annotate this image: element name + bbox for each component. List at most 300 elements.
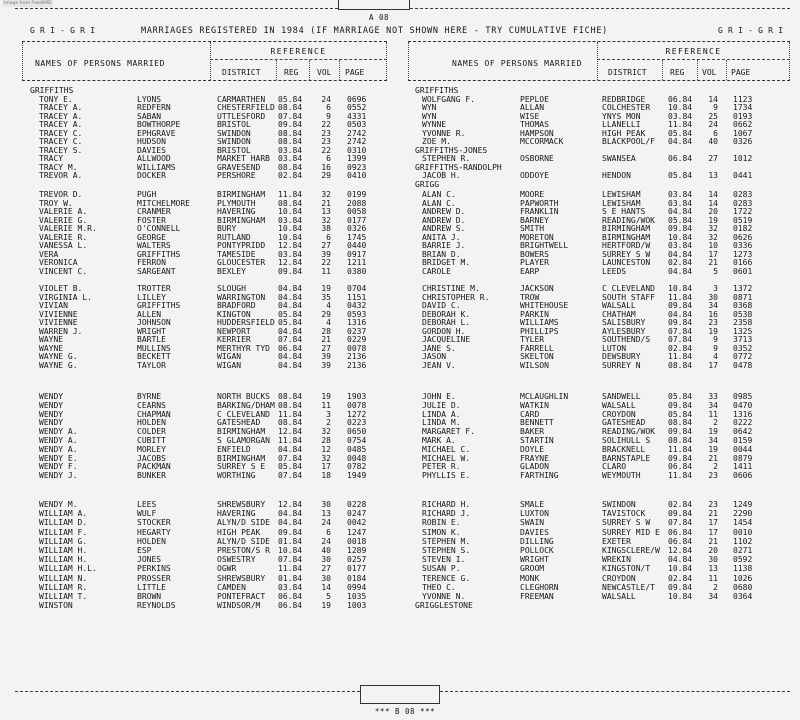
page-number: 2136 <box>347 360 367 370</box>
volume: 24 <box>321 518 331 528</box>
registration-quarter: 11.84 <box>668 352 693 362</box>
registration-quarter: 06.84 <box>668 536 693 546</box>
forename: PHYLLIS E. <box>422 471 471 481</box>
volume: 4 <box>713 352 718 362</box>
district: HENDON <box>602 171 631 180</box>
registration-quarter: 02.84 <box>668 573 693 583</box>
reg-header: REG <box>284 68 299 77</box>
district: WIGAN <box>217 360 242 370</box>
forename: TRACEY S. <box>39 145 83 155</box>
surname-heading: GRIFFITHS-RANDOLPH <box>415 162 502 172</box>
page-number: 0985 <box>733 392 753 401</box>
volume: 27 <box>321 564 331 574</box>
forename: ANDREW D. <box>422 207 466 216</box>
volume: 20 <box>708 546 718 555</box>
forename: WILLIAM F. <box>39 527 88 537</box>
page-number: 0440 <box>347 241 367 250</box>
district: BIRMINGHAM <box>217 190 266 199</box>
forename: RICHARD H. <box>422 500 471 509</box>
spouse-surname: PHILLIPS <box>520 326 559 336</box>
district: C CLEVELAND <box>217 409 270 419</box>
entry-row <box>0 546 800 555</box>
forename: WYNNE <box>422 120 447 129</box>
district: NEWPORT <box>217 326 251 336</box>
volume: 38 <box>321 224 331 233</box>
page-number: 0352 <box>733 343 753 353</box>
surname-heading-row <box>0 181 800 190</box>
spouse-surname: PLAYER <box>520 258 549 267</box>
forename: WENDY J. <box>39 471 78 481</box>
registration-quarter: 08.84 <box>278 162 303 172</box>
district: LAUNCESTON <box>602 258 651 267</box>
district: S E HANTS <box>602 207 646 216</box>
registration-quarter: 07.84 <box>278 555 303 565</box>
forename: JACOB H. <box>422 171 461 180</box>
volume: 14 <box>708 190 718 199</box>
district: KERRIER <box>217 335 251 345</box>
page-number: 1067 <box>733 128 753 138</box>
volume: 23 <box>708 500 718 509</box>
forename: WENDY <box>39 409 64 419</box>
spouse-surname: WATKIN <box>520 400 549 410</box>
page-number: 0650 <box>347 427 367 437</box>
page-number: 0078 <box>347 343 367 353</box>
forename: JASON <box>422 352 447 362</box>
page-number: 0923 <box>347 162 367 172</box>
spouse-surname: REDFERN <box>137 103 171 112</box>
spouse-surname: WRIGHT <box>137 326 166 336</box>
spouse-surname: GEORGE <box>137 232 166 242</box>
page-number: 1903 <box>347 392 367 401</box>
page-number: 0552 <box>347 103 367 112</box>
district: WARRINGTON <box>217 292 266 302</box>
district: UTTLESFORD <box>217 111 266 121</box>
forename: WENDY F. <box>39 462 78 472</box>
forename: WILLIAM D. <box>39 518 88 528</box>
district: HAVERING <box>217 207 256 216</box>
volume: 4 <box>326 318 331 328</box>
forename: ALAN C. <box>422 190 456 199</box>
registration-quarter: 03.84 <box>668 111 693 121</box>
registration-quarter: 08.84 <box>668 360 693 370</box>
registration-quarter: 04.84 <box>278 326 303 336</box>
spouse-surname: MOORE <box>520 190 545 199</box>
volume: 17 <box>321 462 331 472</box>
spouse-surname: MCLAUGHLIN <box>520 392 569 401</box>
spouse-surname: FREEMAN <box>520 592 554 601</box>
district: DEWSBURY <box>602 352 641 362</box>
district: C CLEVELAND <box>602 284 655 293</box>
page-number: 1035 <box>347 592 367 601</box>
spouse-surname: GRIFFITHS <box>137 249 181 259</box>
spouse-surname: FERRON <box>137 258 166 267</box>
spouse-surname: WHITEHOUSE <box>520 301 569 311</box>
district: CHATHAM <box>602 309 636 319</box>
district: S GLAMORGAN <box>217 436 270 445</box>
district: SOUTH STAFF <box>602 292 655 302</box>
forename: ZOE M. <box>422 137 451 146</box>
forename: VALERIE G. <box>39 215 88 225</box>
spouse-surname: LYONS <box>137 94 162 104</box>
page-number: 0470 <box>733 400 753 410</box>
spouse-surname: SARGEANT <box>137 266 176 276</box>
spouse-surname: PAPWORTH <box>520 198 559 208</box>
spouse-surname: FARRELL <box>520 343 554 353</box>
volume: 17 <box>708 249 718 259</box>
volume: 21 <box>708 536 718 546</box>
spouse-surname: LILLEY <box>137 292 166 302</box>
page-number: 1026 <box>733 573 753 583</box>
spouse-surname: JOHNSON <box>137 318 171 328</box>
page-number: 0917 <box>347 249 367 259</box>
registration-quarter: 11.84 <box>668 471 693 481</box>
forename: STEPHEN M. <box>422 536 471 546</box>
district: BARKING/DHAM <box>217 400 275 410</box>
page-number: 1273 <box>733 249 753 259</box>
names-header: NAMES OF PERSONS MARRIED <box>35 59 165 68</box>
page-number: 0519 <box>733 215 753 225</box>
registration-quarter: 05.84 <box>668 171 693 180</box>
district: CAMDEN <box>217 582 246 592</box>
page-number: 3713 <box>733 335 753 345</box>
entry-row <box>0 537 800 546</box>
entry-row <box>0 592 800 601</box>
volume: 9 <box>713 335 718 345</box>
forename: WILLIAM A. <box>39 509 88 519</box>
entry-row <box>0 509 800 518</box>
surname-heading-row <box>0 601 800 610</box>
page-number: 0010 <box>733 527 753 537</box>
district: SHREWSBURY <box>217 573 266 583</box>
page-number: 0782 <box>347 462 367 472</box>
entry-row <box>0 500 800 509</box>
registration-quarter: 08.84 <box>668 436 693 445</box>
volume: 13 <box>321 207 331 216</box>
district: LLANELLI <box>602 120 641 129</box>
volume: 22 <box>321 145 331 155</box>
spouse-surname: GRIFFITHS <box>137 301 181 311</box>
volume: 40 <box>321 546 331 555</box>
forename: JOHN E. <box>422 392 456 401</box>
surname-heading: GRIGG <box>415 179 440 189</box>
volume: 22 <box>321 120 331 129</box>
spouse-surname: BAKER <box>520 427 545 437</box>
page-number: 1211 <box>347 258 367 267</box>
page-number: 1722 <box>733 207 753 216</box>
forename: BRIDGET M. <box>422 258 471 267</box>
page-number: 0626 <box>733 232 753 242</box>
district: WALSALL <box>602 592 636 601</box>
page-number: 0336 <box>733 241 753 250</box>
page-number: 0871 <box>733 292 753 302</box>
registration-quarter: 10.84 <box>278 232 303 242</box>
registration-quarter: 10.84 <box>668 592 693 601</box>
volume: 32 <box>708 232 718 242</box>
registration-quarter: 05.84 <box>278 94 303 104</box>
page-number: 1399 <box>347 154 367 163</box>
forename: RICHARD J. <box>422 509 471 519</box>
bottom-fiche-marker <box>360 685 440 716</box>
volume: 14 <box>708 94 718 104</box>
district: SWANSEA <box>602 154 636 163</box>
volume: 30 <box>321 500 331 509</box>
page-number: 0310 <box>347 145 367 155</box>
spouse-surname: SKELTON <box>520 352 554 362</box>
surname-heading: GRIFFITHS <box>415 86 459 95</box>
forename: VALERIE M.R. <box>39 224 97 233</box>
page-number: 0772 <box>733 352 753 362</box>
page-number: 0058 <box>347 207 367 216</box>
registration-quarter: 09.84 <box>668 301 693 311</box>
district: OSWESTRY <box>217 555 256 565</box>
registration-quarter: 07.84 <box>278 335 303 345</box>
forename: VINCENT C. <box>39 266 88 276</box>
registration-quarter: 09.84 <box>668 224 693 233</box>
registration-quarter: 05.84 <box>668 128 693 138</box>
registration-quarter: 11.84 <box>278 436 303 445</box>
registration-quarter: 11.84 <box>668 292 693 302</box>
district: CARMARTHEN <box>217 94 266 104</box>
page-number: 1249 <box>733 500 753 509</box>
district: KINGSCLERE/W <box>602 546 660 555</box>
volume: 27 <box>708 154 718 163</box>
page-number: 0368 <box>733 301 753 311</box>
registration-quarter: 09.84 <box>668 509 693 519</box>
district: ENFIELD <box>217 444 251 454</box>
volume: 24 <box>321 536 331 546</box>
page-number: 0177 <box>347 564 367 574</box>
spouse-surname: WALTERS <box>137 241 171 250</box>
registration-quarter: 06.84 <box>668 527 693 537</box>
forename: ANITA J. <box>422 232 461 242</box>
district: WORTHING <box>217 471 256 481</box>
registration-quarter: 10.84 <box>668 103 693 112</box>
page-number: 1138 <box>733 564 753 574</box>
page-number: 0879 <box>733 453 753 463</box>
spouse-surname: PERKINS <box>137 564 171 574</box>
forename: MICHAEL C. <box>422 444 471 454</box>
registration-quarter: 08.84 <box>278 198 303 208</box>
district: CROYDON <box>602 573 636 583</box>
page-number: 0283 <box>733 198 753 208</box>
spouse-surname: HEGARTY <box>137 527 171 537</box>
spouse-surname: SMITH <box>520 224 545 233</box>
page-number: 4331 <box>347 111 367 121</box>
district: BRISTOL <box>217 145 251 155</box>
page-number: 1151 <box>347 292 367 302</box>
registration-quarter: 10.84 <box>278 546 303 555</box>
page-header: PAGE <box>345 68 365 77</box>
registration-quarter: 07.84 <box>278 453 303 463</box>
forename: VIOLET B. <box>39 284 83 293</box>
district: WREKIN <box>602 555 631 565</box>
spouse-surname: BECKETT <box>137 352 171 362</box>
spouse-surname: MULLINS <box>137 343 171 353</box>
district: EXETER <box>602 536 631 546</box>
spouse-surname: ALLAN <box>520 103 545 112</box>
forename: WILLIAM N. <box>39 573 88 583</box>
forename: TREVOR D. <box>39 190 83 199</box>
forename: WILLIAM T. <box>39 592 88 601</box>
registration-quarter: 11.84 <box>278 564 303 574</box>
spouse-surname: CEARNS <box>137 400 166 410</box>
page-number: 0166 <box>733 258 753 267</box>
forename: WILLIAM H.L. <box>39 564 97 574</box>
district: REDBRIDGE <box>602 94 646 104</box>
spouse-surname: HOLDEN <box>137 536 166 546</box>
district: HIGH PEAK <box>602 128 646 138</box>
page-number: 0538 <box>733 309 753 319</box>
volume: 2 <box>713 582 718 592</box>
forename: TREVOR A. <box>39 171 83 180</box>
spouse-surname: TROTTER <box>137 284 171 293</box>
volume: 19 <box>708 427 718 437</box>
volume: 19 <box>321 284 331 293</box>
district: SOUTHEND/S <box>602 335 651 345</box>
page-number: 1745 <box>347 232 367 242</box>
forename: WINSTON <box>39 601 73 611</box>
district: PRESTON/S R <box>217 546 270 555</box>
district: NORTH BUCKS <box>217 392 270 401</box>
registration-quarter: 09.84 <box>668 582 693 592</box>
spouse-surname: MONK <box>520 573 540 583</box>
forename: WENDY E. <box>39 453 78 463</box>
district-header: DISTRICT <box>608 68 647 77</box>
district: BARNSTAPLE <box>602 453 651 463</box>
registration-quarter: 06.84 <box>278 343 303 353</box>
volume: 6 <box>326 232 331 242</box>
forename: YVONNE R. <box>422 128 466 138</box>
district: COLCHESTER <box>602 103 651 112</box>
forename: TRACEY A. <box>39 111 83 121</box>
registration-quarter: 08.84 <box>278 103 303 112</box>
forename: WAYNE G. <box>39 360 78 370</box>
index-code-right: G R I - G R I <box>718 26 784 35</box>
spouse-surname: MORLEY <box>137 444 166 454</box>
district: BIRMINGHAM <box>217 453 266 463</box>
volume: 14 <box>321 582 331 592</box>
spouse-surname: ALLEN <box>137 309 162 319</box>
surname-heading: GRIFFITHS-JONES <box>415 145 488 155</box>
district: BIRMINGHAM <box>602 224 651 233</box>
registration-quarter: 06.84 <box>278 601 303 611</box>
spouse-surname: DAVIES <box>520 527 549 537</box>
spouse-surname: EARP <box>520 266 540 276</box>
volume: 14 <box>708 198 718 208</box>
forename: VERONICA <box>39 258 78 267</box>
district: BRADFORD <box>217 301 256 311</box>
volume: 13 <box>708 171 718 180</box>
page-number: 1949 <box>347 471 367 481</box>
registration-quarter: 09.84 <box>278 120 303 129</box>
entry-row <box>0 268 800 277</box>
district: SANDWELL <box>602 392 641 401</box>
volume: 17 <box>708 360 718 370</box>
district: TAMESIDE <box>217 249 256 259</box>
district: ALYN/D SIDE <box>217 518 270 528</box>
forename: TONY E. <box>39 94 73 104</box>
forename: WENDY A. <box>39 427 78 437</box>
page-number: 1247 <box>347 527 367 537</box>
spouse-surname: LITTLE <box>137 582 166 592</box>
spouse-surname: DOYLE <box>520 444 545 454</box>
entry-row <box>0 172 800 181</box>
page-number: 0042 <box>347 518 367 528</box>
volume: 39 <box>321 249 331 259</box>
page-number: 0159 <box>733 436 753 445</box>
forename: TRACEY C. <box>39 128 83 138</box>
district: OGWR <box>217 564 237 574</box>
district: SWINDON <box>217 137 251 146</box>
spouse-surname: DOCKER <box>137 171 166 180</box>
district: WIGAN <box>217 352 242 362</box>
volume: 21 <box>708 509 718 519</box>
page-number: 1123 <box>733 94 753 104</box>
registration-quarter: 04.84 <box>278 292 303 302</box>
registration-quarter: 04.84 <box>668 249 693 259</box>
volume: 19 <box>321 601 331 611</box>
forename: ALAN C. <box>422 198 456 208</box>
forename: TRACEY A. <box>39 120 83 129</box>
registration-quarter: 04.84 <box>278 301 303 311</box>
page-number: 1411 <box>733 462 753 472</box>
district: MERTHYR TYD <box>217 343 270 353</box>
forename: LINDA M. <box>422 418 461 428</box>
volume: 21 <box>321 198 331 208</box>
spouse-surname: MITCHELMORE <box>137 198 190 208</box>
district: TAVISTOCK <box>602 509 646 519</box>
registration-quarter: 08.84 <box>278 392 303 401</box>
forename: WILLIAM R. <box>39 582 88 592</box>
page-number: 0704 <box>347 284 367 293</box>
registration-quarter: 08.84 <box>278 418 303 428</box>
volume: 27 <box>321 241 331 250</box>
spouse-surname: O'CONNELL <box>137 224 181 233</box>
forename: DAVID C. <box>422 301 461 311</box>
forename: TRACY M. <box>39 162 78 172</box>
forename: SIMON K. <box>422 527 461 537</box>
registration-quarter: 10.84 <box>278 224 303 233</box>
district: GATESHEAD <box>602 418 646 428</box>
volume: 17 <box>708 518 718 528</box>
top-fiche-marker-text: A 08 <box>368 13 390 22</box>
registration-quarter: 04.84 <box>668 309 693 319</box>
forename: WILLIAM H. <box>39 555 88 565</box>
forename: VIVIENNE <box>39 318 78 328</box>
registration-quarter: 06.84 <box>668 462 693 472</box>
spouse-surname: BUNKER <box>137 471 166 481</box>
entry-row <box>0 155 800 164</box>
district: MARKET HARB <box>217 154 270 163</box>
page-number: 0182 <box>733 224 753 233</box>
page-number: 0326 <box>347 224 367 233</box>
registration-quarter: 07.84 <box>668 518 693 528</box>
spouse-surname: COLDER <box>137 427 166 437</box>
forename: WENDY <box>39 400 64 410</box>
entry-row <box>0 574 800 583</box>
forename: YVONNE N. <box>422 592 466 601</box>
district: RUTLAND <box>217 232 251 242</box>
spouse-surname: WILLIAMS <box>137 162 176 172</box>
district: SLOUGH <box>217 284 246 293</box>
entry-row <box>0 528 800 537</box>
forename: CAROLE <box>422 266 451 276</box>
registration-quarter: 07.84 <box>278 111 303 121</box>
registration-quarter: 07.84 <box>668 326 693 336</box>
bottom-rule-right <box>440 691 790 692</box>
spouse-surname: FARTHING <box>520 471 559 481</box>
page-number: 0222 <box>733 418 753 428</box>
